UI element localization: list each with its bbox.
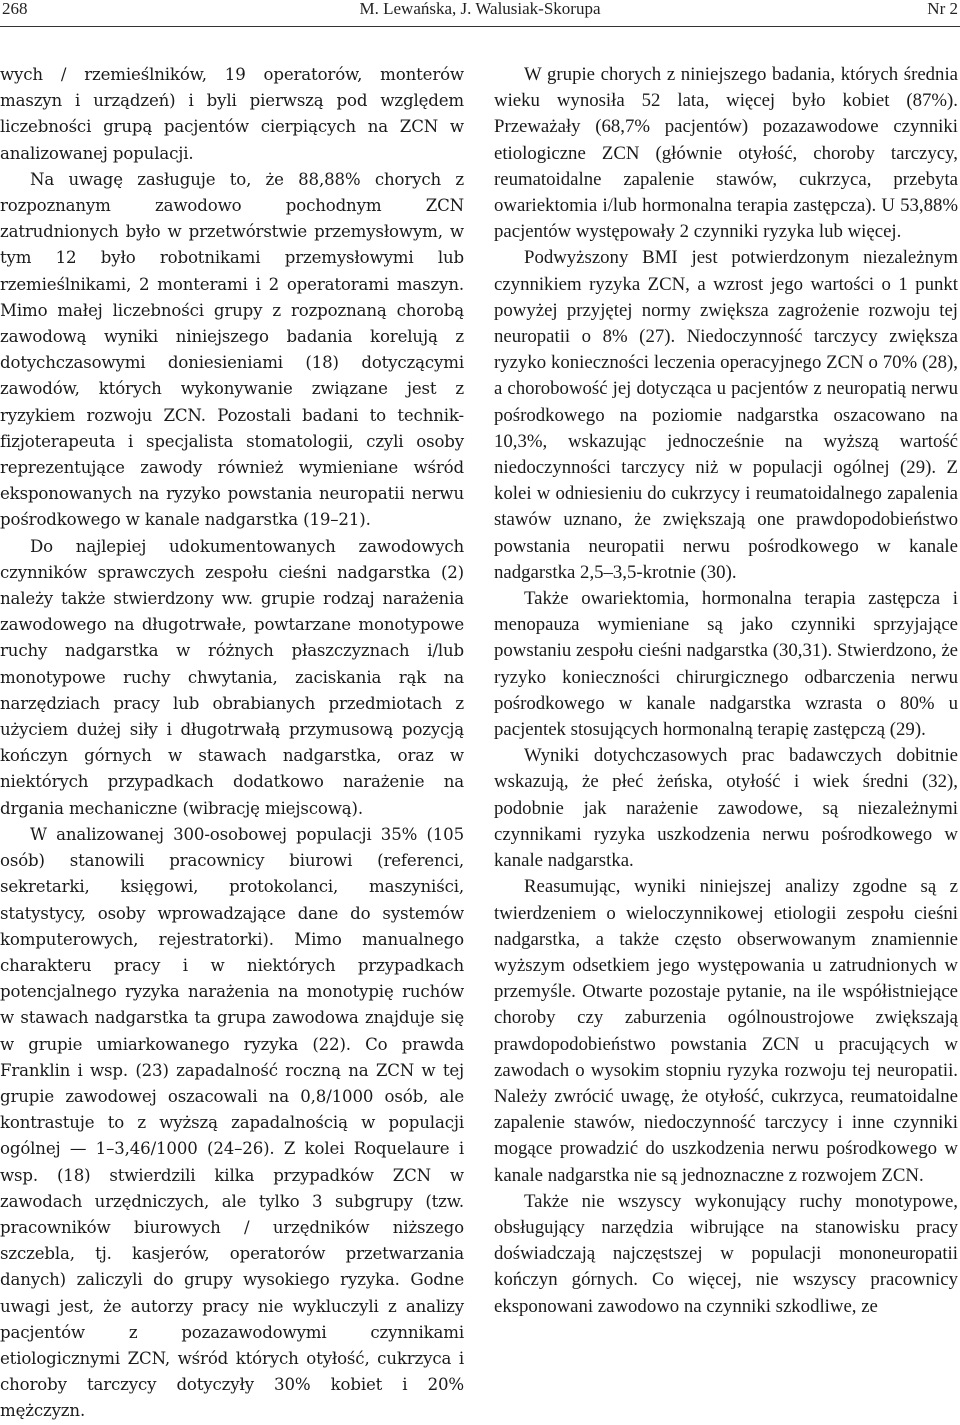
paragraph: Reasumując, wyniki niniejszej analizy zgodne są z twierdzeniem o wieloczynnikowej etiologii zespołu cieśni nadgarstka, a także często obserwowanym znamiennie wyższym odsetkiem jego występowania u zatrudnionych w przemyśle. Otwarte pozostaje pytanie, na ile współistniejące choroby czy zaburzenia ogólnoustrojowe zwiększają prawdopodobieństwo powstania ZCN u pracujących w zawodach o wysokim stopniu ryzyka rozwoju tej neuropatii. Należy zwrócić uwagę, że otyłość, cukrzyca, reumatoidalne zapalenie stawów, niedoczynność tarczycy i inne czynniki mogące prowadzić do uszkodzenia nerwu pośrodkowego w kanale nadgarstka nie są jednoznaczne z rozwojem ZCN. xyxy=(494,876,958,1186)
left-column xyxy=(0,62,464,1425)
paragraph: Na uwagę zasługuje to, że 88,88% chorych z rozpoznanym zawodowo pochodnym ZCN zatrudnionych było w przetwórstwie przemysłowym, w tym 12 było robotnikami przemysłowymi lub rzemieślnikami, 2 monterami i 2 operatorami maszyn. Mimo małej liczebności grupy z rozpoznaną chorobą zawodową wyniki niniejszego badania korelują z dotychczasowymi doniesieniami (18) dotyczącymi zawodów, których wykonywanie związane jest z ryzykiem rozwoju ZCN. Pozostali badani to technik-fizjoterapeuta i specjalista stomatologii, czyli osoby reprezentujące zawody również wymieniane wśród eksponowanych na ryzyko powstania neuropatii nerwu pośrodkowego w kanale nadgarstka (19–21). xyxy=(0,169,464,530)
paragraph: Także owariektomia, hormonalna terapia zastępcza i menopauza wymieniane są jako czynniki sprzyjające powstaniu zespołu cieśni nadgarstka (30,31). Stwierdzono, że ryzyko konieczności chirurgicznego odbarczenia nerwu pośrodkowego w kanale nadgarstka wzrasta o 80% u pacjentek stosujących hormonalną terapię zastępczą (29). xyxy=(494,588,958,741)
right-column xyxy=(494,62,958,1320)
page-number: 268 xyxy=(2,0,28,18)
header-rule xyxy=(0,26,960,27)
paragraph: W grupie chorych z niniejszego badania, których średnia wieku wynosiła 52 lata, więcej było kobiet (87%). Przeważały (68,7% pacjentów) pozazawodowe czynniki etiologiczne ZCN (głównie otyłość, choroby tarczycy, reumatoidalne zapalenie stawów, cukrzyca, przebyta owariektomia i/lub hormonalna terapia zastępcza). U 53,88% pacjentów występowały 2 czynniki ryzyka lub więcej. xyxy=(494,64,958,243)
running-header-authors: M. Lewańska, J. Walusiak-Skorupa xyxy=(359,0,601,18)
paragraph: Także nie wszyscy wykonujący ruchy monotypowe, obsługujący narzędzia wibrujące na stanowisku pracy doświadczają najczęstszej w populacji mononeuropatii kończyn górnych. Co więcej, nie wszyscy pracownicy eksponowani zawodowo na czynniki szkodliwe, ze xyxy=(494,1190,958,1317)
paragraph: Do najlepiej udokumentowanych zawodowych czynników sprawczych zespołu cieśni nadgarstka (2) należy także stwierdzony ww. grupie rodzaj narażenia zawodowego na długotrwałe, powtarzane monotypowe ruchy nadgarstka w różnych płaszczyznach i/lub monotypowe ruchy chwytania, zaciskania rąk na narzędziach pracy lub obrabianych przedmiotach z użyciem dużej siły i długotrwałą przymusową pozycją kończyn górnych w stawach nadgarstka, oraz w niektórych przypadkach dodatkowo narażenie na drgania mechaniczne (wibrację miejscową). xyxy=(0,536,464,818)
running-header xyxy=(0,0,960,36)
paragraph: Wyniki dotychczasowych prac badawczych dobitnie wskazują, że płeć żeńska, otyłość i wiek średni (32), podobnie jak narażenie zawodowe, są niezależnymi czynnikami ryzyka uszkodzenia nerwu pośrodkowego w kanale nadgarstka. xyxy=(494,745,958,872)
issue-number: Nr 2 xyxy=(927,0,958,18)
paragraph: W analizowanej 300-osobowej populacji 35% (105 osób) stanowili pracownicy biurowi (referenci, sekretarki, księgowi, protokolanci, maszyniści, statystycy, osoby wprowadzające dane do systemów komputerowych, rejestratorki). Mimo manualnego charakteru pracy i w niektórych przypadkach potencjalnego ryzyka narażenia na monotypię ruchów w stawach nadgarstka ta grupa zawodowa znajduje się w grupie umiarkowanego ryzyka (22). Co prawda Franklin i wsp. (23) zapadalność roczną na ZCN w tej grupie zawodowej oszacowali na 0,8/1000 osób, ale kontrastuje to z wyższą zapadalnością w populacji ogólnej — 1–3,46/1000 (24–26). Z kolei Roquelaure i wsp. (18) stwierdzili kilka przypadków ZCN w zawodach urzędniczych, ale tylko 3 subgrupy (tzw. pracowników biurowych / urzędników niższego szczebla, tj. kasjerów, operatorów przetwarzania danych) zaliczyli do grupy wysokiego ryzyka. Godne uwagi jest, że autorzy pracy nie wykluczyli z analizy pacjentów z pozazawodowymi czynnikami etiologicznymi ZCN, wśród których otyłość, cukrzyca i choroby tarczycy dotyczyły 30% kobiet i 20% mężczyzn. xyxy=(0,824,464,1421)
paragraph: Podwyższony BMI jest potwierdzonym niezależnym czynnikiem ryzyka ZCN, a wzrost jego wartości o 1 punkt powyżej przyjętej normy zwiększa zagrożenie rozwoju tej neuropatii o 8% (27). Niedoczynność tarczycy zwiększa ryzyko konieczności leczenia operacyjnego ZCN o 70% (28), a chorobowość jej dotycząca u pacjentów z neuropatią nerwu pośrodkowego na poziomie nadgarstka oszacowano na 10,3%, wskazując jednocześnie na wyższą wartość niedoczynności tarczycy niż w populacji ogólnej (29). Z kolei w odniesieniu do cukrzycy i reumatoidalnego zapalenia stawów uznano, że zwiększają one prawdopodobieństwo powstania neuropatii nerwu pośrodkowego w kanale nadgarstka 2,5–3,5-krotnie (30). xyxy=(494,247,958,583)
paragraph: wych / rzemieślników, 19 operatorów, monterów maszyn i urządzeń) i byli pierwszą pod względem liczebności grupą pacjentów cierpiących na ZCN w analizowanej populacji. xyxy=(0,65,464,163)
